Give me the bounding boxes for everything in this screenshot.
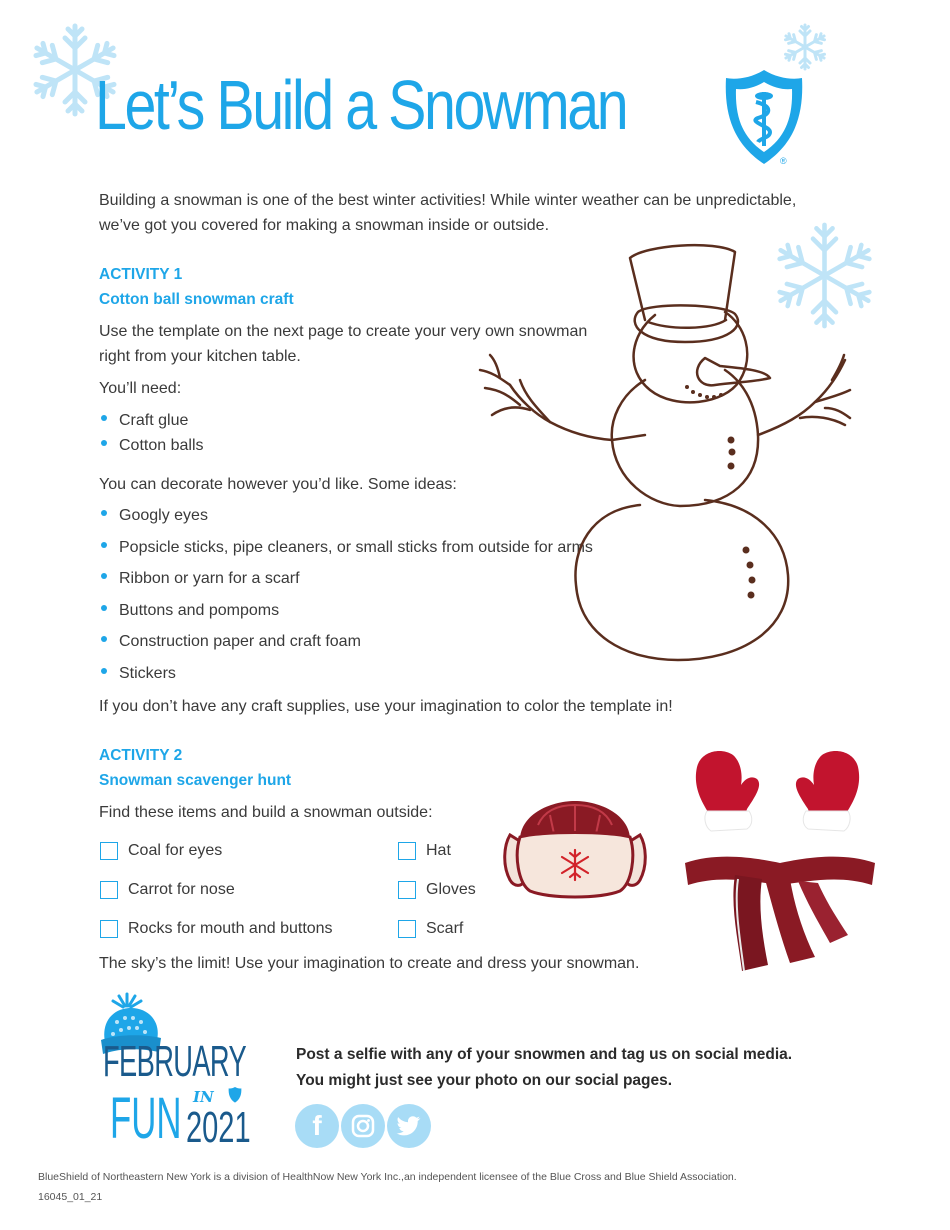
checklist-item[interactable]: [100, 879, 333, 901]
instagram-icon[interactable]: [341, 1104, 385, 1148]
you-need-label: You’ll need:: [99, 380, 182, 397]
activity1-desc-line-1: Use the template on the next page to create your very own snowman: [99, 323, 588, 340]
activity1-closing: If you don’t have any craft supplies, use your imagination to color the template in!: [99, 698, 673, 715]
social-icons: [295, 1104, 431, 1148]
activity1-desc-line-2: right from your kitchen table.: [99, 348, 301, 365]
checklist-item[interactable]: [100, 918, 333, 940]
social-callout: [296, 1042, 792, 1094]
twitter-glyph: [396, 1115, 422, 1137]
list-item: Cotton balls: [99, 433, 204, 458]
checklist-item[interactable]: [100, 840, 333, 862]
list-item: Popsicle sticks, pipe cleaners, or small sticks from outside for arms: [99, 535, 593, 567]
activity1-label: ACTIVITY 1: [99, 266, 183, 283]
scarf-illustration: [680, 845, 880, 975]
list-item: Construction paper and craft foam: [99, 629, 593, 661]
checklist-right: [398, 840, 476, 940]
instagram-glyph: [351, 1114, 375, 1138]
badge-in: IN: [193, 1088, 214, 1106]
checklist-left: [100, 840, 333, 940]
checklist-label: Coal for eyes: [128, 842, 223, 859]
activity2-instruction: Find these items and build a snowman outside:: [99, 804, 433, 821]
checkbox[interactable]: [398, 842, 416, 860]
footer-code: 16045_01_21: [38, 1191, 103, 1203]
winter-hat-illustration: [500, 795, 650, 900]
twitter-icon[interactable]: [387, 1104, 431, 1148]
facebook-glyph: f: [312, 1110, 322, 1141]
registered-mark: ®: [780, 156, 787, 166]
checklist-label: Carrot for nose: [128, 881, 235, 898]
checklist-item[interactable]: [398, 879, 476, 901]
footer-disclaimer: BlueShield of Northeastern New York is a division of HealthNow New York Inc.,an independent licensee of the Blue Cross and Blue Shield Association.: [38, 1171, 737, 1183]
list-item: Stickers: [99, 661, 593, 693]
checklist-item[interactable]: [398, 918, 476, 940]
badge-year: 2021: [186, 1103, 251, 1152]
checklist-label: Hat: [426, 842, 451, 859]
list-item: Ribbon or yarn for a scarf: [99, 566, 593, 598]
checkbox[interactable]: [100, 920, 118, 938]
badge-fun: FUN: [110, 1086, 182, 1151]
mitten-right-illustration: [785, 745, 870, 840]
ideas-label: You can decorate however you’d like. Some ideas:: [99, 476, 457, 493]
needs-list: [99, 408, 204, 458]
activity1-subtitle: Cotton ball snowman craft: [99, 291, 294, 308]
badge-february: FEBRUARY: [103, 1037, 247, 1086]
checkbox[interactable]: [100, 881, 118, 899]
list-item: Craft glue: [99, 408, 204, 433]
checkbox[interactable]: [100, 842, 118, 860]
social-line-1: Post a selfie with any of your snowmen and tag us on social media.: [296, 1046, 793, 1063]
checkbox[interactable]: [398, 920, 416, 938]
intro-line-1: Building a snowman is one of the best winter activities! While winter weather can be unpredictable,: [99, 192, 797, 209]
activity2-label: ACTIVITY 2: [99, 747, 183, 764]
checklist-item[interactable]: [398, 840, 476, 862]
checklist-label: Rocks for mouth and buttons: [128, 920, 333, 937]
page-title: Let’s Build a Snowman: [95, 66, 627, 144]
blueshield-logo-icon: [722, 66, 806, 170]
checklist-label: Gloves: [426, 881, 476, 898]
snowflake-icon: [780, 22, 830, 72]
snowman-illustration: [440, 230, 880, 670]
list-item: Buttons and pompoms: [99, 598, 593, 630]
list-item: Googly eyes: [99, 503, 593, 535]
mitten-left-illustration: [685, 745, 770, 840]
intro-line-2: we’ve got you covered for making a snowman inside or outside.: [99, 217, 550, 234]
activity2-subtitle: Snowman scavenger hunt: [99, 772, 292, 789]
facebook-icon[interactable]: [295, 1104, 339, 1148]
activity2-closing: The sky’s the limit! Use your imagination to create and dress your snowman.: [99, 955, 640, 972]
checklist-label: Scarf: [426, 920, 464, 937]
checkbox[interactable]: [398, 881, 416, 899]
social-line-2: You might just see your photo on our social pages.: [296, 1072, 673, 1089]
blueshield-small-icon: [228, 1086, 242, 1104]
